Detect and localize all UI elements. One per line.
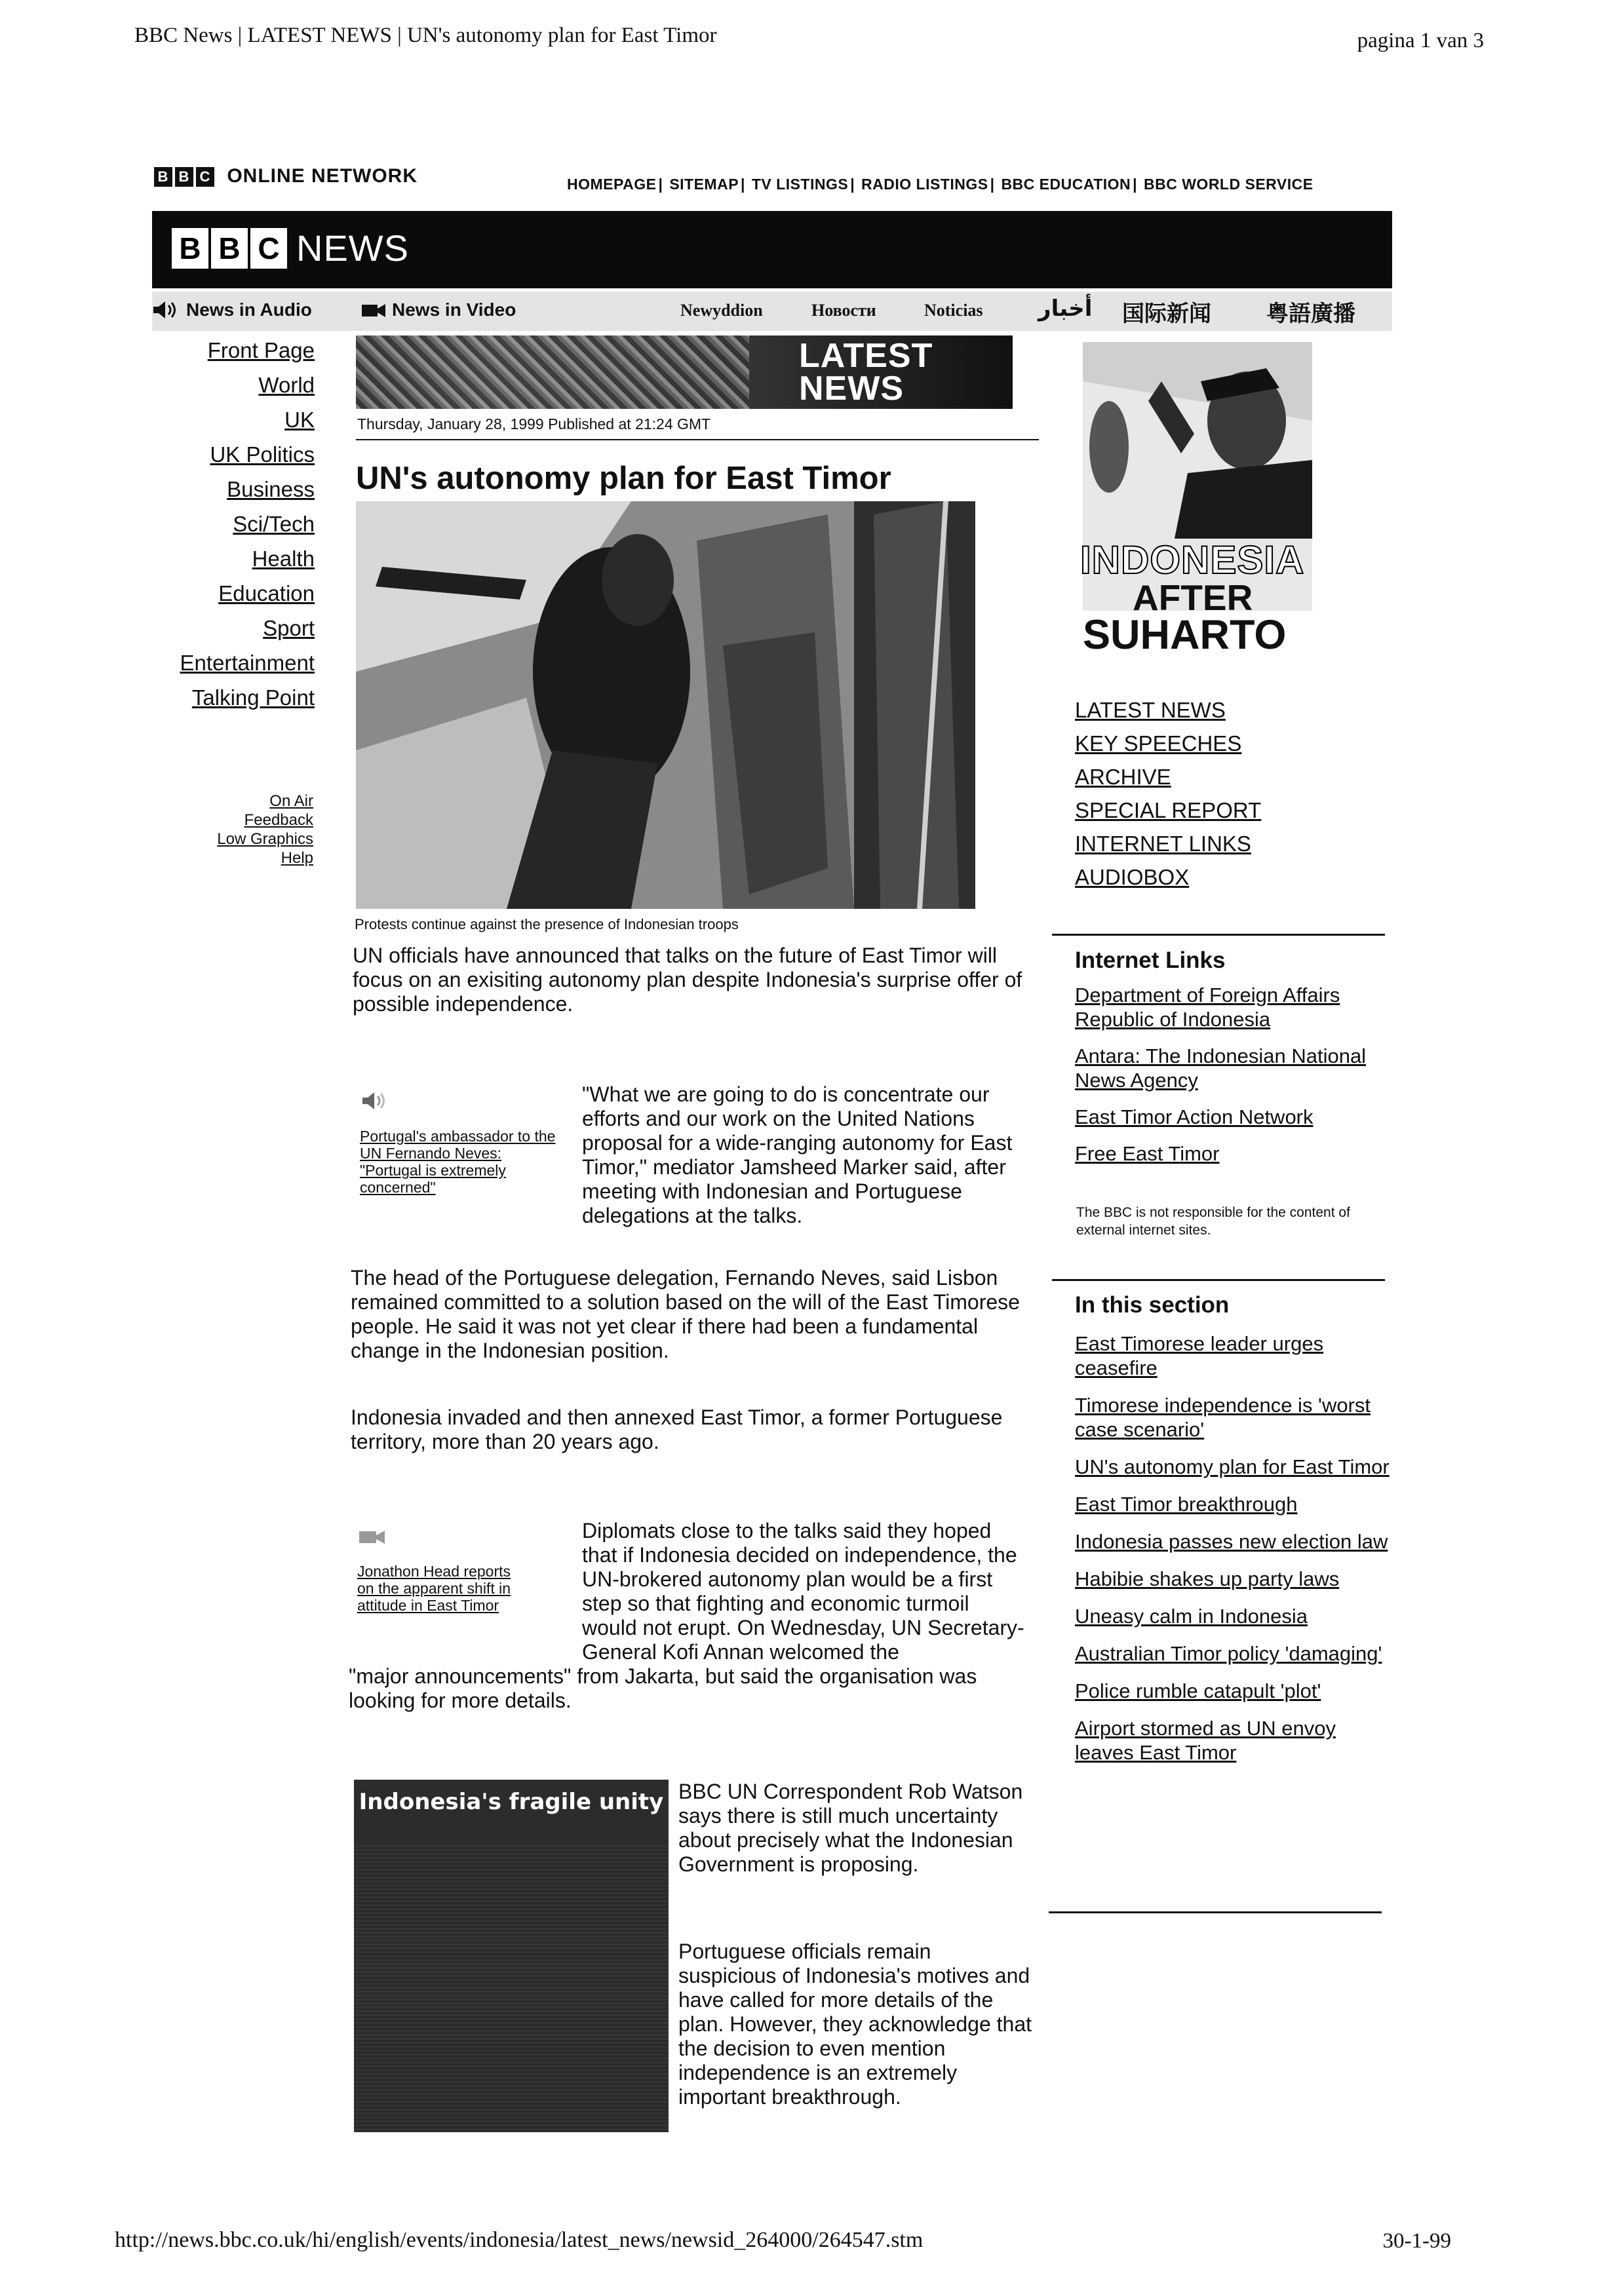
sidebar-divider — [1052, 934, 1385, 936]
video-clip-caption[interactable]: Jonathon Head reports on the apparent shift in attitude in East Timor — [357, 1563, 511, 1614]
in-this-section-list — [1075, 1331, 1390, 1778]
lang-arabic-link[interactable]: أخبار — [1038, 296, 1093, 321]
left-nav-uk[interactable]: UK — [284, 408, 315, 432]
latest-news-banner-text: LATEST NEWS — [799, 337, 933, 408]
sidebar-divider — [1049, 1911, 1382, 1913]
section-link[interactable]: East Timor breakthrough — [1075, 1493, 1298, 1516]
bbc-news-logo[interactable]: B B C NEWS — [172, 227, 409, 269]
link-internet-links[interactable]: INTERNET LINKS — [1075, 832, 1251, 856]
left-nav-education[interactable]: Education — [218, 581, 315, 605]
protest-photo-graphic — [356, 501, 975, 909]
link-latest-news[interactable]: LATEST NEWS — [1075, 698, 1226, 722]
special-report-links — [1075, 693, 1261, 894]
article-paragraph: BBC UN Correspondent Rob Watson says there is still much uncertainty about precisely what the Indonesian Government is proposing. — [678, 1780, 1023, 1876]
nav-bbc-world-service[interactable]: BBC WORLD SERVICE — [1144, 176, 1313, 193]
feature-title-after: AFTER — [1133, 577, 1253, 618]
link-audiobox[interactable]: AUDIOBOX — [1075, 865, 1190, 889]
internet-links-heading: Internet Links — [1075, 947, 1226, 973]
protest-photo — [356, 501, 975, 909]
left-link-help[interactable]: Help — [281, 849, 313, 867]
left-nav-entertainment[interactable]: Entertainment — [180, 651, 315, 675]
left-nav — [151, 333, 315, 715]
article-paragraph: The head of the Portuguese delegation, Fernando Neves, said Lisbon remained committed to a solution based on the will of the East Timorese people. He said it was not yet clear if there had been a fundamental change in the Indonesian position. — [351, 1266, 1020, 1362]
internet-links-list — [1075, 983, 1390, 1178]
crowd-photo-strip — [356, 335, 749, 409]
section-link[interactable]: Uneasy calm in Indonesia — [1075, 1605, 1308, 1628]
bbc-small-logo: B B C — [154, 167, 214, 187]
news-in-audio-link[interactable]: News in Audio — [152, 299, 312, 320]
section-link[interactable]: Police rumble catapult 'plot' — [1075, 1679, 1321, 1702]
internet-link-dfa-indonesia[interactable]: Department of Foreign Affairs Republic of Indonesia — [1075, 984, 1340, 1031]
section-link[interactable]: Indonesia passes new election law — [1075, 1530, 1388, 1553]
lang-chinese-link[interactable]: 国际新闻 — [1122, 301, 1211, 326]
section-link[interactable]: Australian Timor policy 'damaging' — [1075, 1642, 1382, 1665]
lang-cantonese-link[interactable]: 粤語廣播 — [1266, 301, 1355, 326]
left-link-on-air[interactable]: On Air — [269, 792, 313, 810]
internet-link-etan[interactable]: East Timor Action Network — [1075, 1105, 1313, 1128]
feature-title-suharto: SUHARTO — [1083, 612, 1287, 658]
article-paragraph: Diplomats close to the talks said they hoped that if Indonesia decided on independence, the UN-brokered autonomy plan would be a first step so that fighting and economic turmoil would not erupt. On Wednesday, UN Secretary-General Kofi Annan welcomed the — [582, 1519, 1024, 1664]
article-paragraph: Indonesia invaded and then annexed East Timor, a former Portuguese territory, more than 20 years ago. — [351, 1406, 1003, 1453]
internet-link-antara[interactable]: Antara: The Indonesian National News Agency — [1075, 1044, 1367, 1092]
link-special-report[interactable]: SPECIAL REPORT — [1075, 798, 1262, 822]
lang-spanish-link[interactable]: Noticias — [924, 301, 983, 320]
online-network-label: ONLINE NETWORK — [227, 165, 418, 187]
left-link-low-graphics[interactable]: Low Graphics — [217, 830, 313, 848]
section-link[interactable]: UN's autonomy plan for East Timor — [1075, 1455, 1390, 1478]
in-this-section-heading: In this section — [1075, 1292, 1230, 1318]
left-nav-world[interactable]: World — [258, 373, 315, 397]
sidebar-divider — [1052, 1279, 1385, 1281]
video-camera-icon — [357, 1527, 387, 1546]
section-link[interactable]: Timorese independence is 'worst case scenario' — [1075, 1394, 1371, 1441]
section-link[interactable]: East Timorese leader urges ceasefire — [1075, 1332, 1324, 1379]
left-nav-uk-politics[interactable]: UK Politics — [210, 442, 315, 467]
left-nav-talking-point[interactable]: Talking Point — [191, 685, 315, 710]
left-nav-sci-tech[interactable]: Sci/Tech — [233, 512, 315, 536]
nav-radio-listings[interactable]: RADIO LISTINGS — [861, 176, 988, 193]
lang-russian-link[interactable]: Новости — [811, 301, 876, 320]
left-nav-front-page[interactable]: Front Page — [207, 338, 315, 362]
video-camera-icon — [360, 301, 387, 319]
article-headline: UN's autonomy plan for East Timor — [356, 461, 891, 496]
article-paragraph: Portuguese officials remain suspicious of Indonesia's motives and have called for more details of the plan. However, they acknowledge that the decision to even mention independence is an extremely important breakthrough. — [678, 1940, 1032, 2109]
link-archive[interactable]: ARCHIVE — [1075, 765, 1171, 789]
article-paragraph: UN officials have announced that talks on the future of East Timor will focus on an exisiting autonomy plan despite Indonesia's surprise offer of possible independence. — [353, 944, 1022, 1016]
nav-homepage[interactable]: HOMEPAGE — [567, 176, 657, 193]
article-dateline: Thursday, January 28, 1999 Published at 21:24 GMT — [357, 415, 711, 432]
left-nav-health[interactable]: Health — [252, 546, 315, 571]
section-link[interactable]: Airport stormed as UN envoy leaves East Timor — [1075, 1717, 1336, 1764]
top-nav: HOMEPAGE | SITEMAP | TV LISTINGS | RADIO LISTINGS | BBC EDUCATION | BBC WORLD SERVICE — [567, 176, 1313, 193]
print-header-title: BBC News | LATEST NEWS | UN's autonomy plan for East Timor — [134, 24, 717, 47]
banner-news-word: NEWS — [296, 227, 409, 269]
left-nav-business[interactable]: Business — [227, 477, 315, 501]
nav-sitemap[interactable]: SITEMAP — [669, 176, 739, 193]
media-language-bar — [152, 292, 1392, 331]
article-quote: "What we are going to do is concentrate our efforts and our work on the United Nations proposal for a wide-ranging autonomy for East Timor," mediator Jamsheed Marker said, after meeting with Indonesian and Portuguese delegations at the talks. — [582, 1082, 1013, 1227]
left-nav-sport[interactable]: Sport — [263, 616, 315, 640]
audio-clip-caption[interactable]: Portugal's ambassador to the UN Fernando Neves: "Portugal is extremely concerned" — [360, 1128, 556, 1196]
left-utility-links — [184, 792, 313, 868]
print-footer-url: http://news.bbc.co.uk/hi/english/events/indonesia/latest_news/newsid_264000/264547.stm — [115, 2228, 924, 2252]
photo-caption: Protests continue against the presence of Indonesian troops — [355, 916, 739, 932]
speaker-icon — [360, 1089, 391, 1113]
fragile-unity-feature-box[interactable] — [354, 1780, 669, 2132]
article-paragraph-continued: "major announcements" from Jakarta, but said the organisation was looking for more details. — [349, 1664, 977, 1712]
feature-title-indonesia: INDONESIA — [1080, 538, 1305, 582]
external-sites-disclaimer: The BBC is not responsible for the content of external internet sites. — [1076, 1205, 1350, 1238]
fragile-unity-background — [354, 1845, 669, 2132]
video-clip-jonathon-head[interactable] — [357, 1527, 528, 1614]
print-page-number: pagina 1 van 3 — [1357, 29, 1484, 52]
latest-news-banner-image — [356, 335, 1013, 409]
link-key-speeches[interactable]: KEY SPEECHES — [1075, 731, 1242, 756]
bbc-news-banner — [152, 211, 1392, 288]
news-in-video-link[interactable]: News in Video — [360, 299, 516, 320]
dateline-divider — [356, 439, 1039, 440]
internet-link-free-east-timor[interactable]: Free East Timor — [1075, 1142, 1220, 1165]
lang-welsh-link[interactable]: Newyddion — [680, 301, 763, 320]
nav-tv-listings[interactable]: TV LISTINGS — [751, 176, 849, 193]
audio-clip-portugal-ambassador[interactable] — [360, 1089, 556, 1196]
left-link-feedback[interactable]: Feedback — [244, 811, 313, 829]
online-network-bar — [154, 165, 418, 187]
print-footer-date: 30-1-99 — [1382, 2229, 1451, 2253]
speaker-icon — [152, 299, 181, 320]
fragile-unity-title: Indonesia's fragile unity — [359, 1789, 664, 1815]
nav-bbc-education[interactable]: BBC EDUCATION — [1001, 176, 1131, 193]
section-link[interactable]: Habibie shakes up party laws — [1075, 1567, 1340, 1590]
